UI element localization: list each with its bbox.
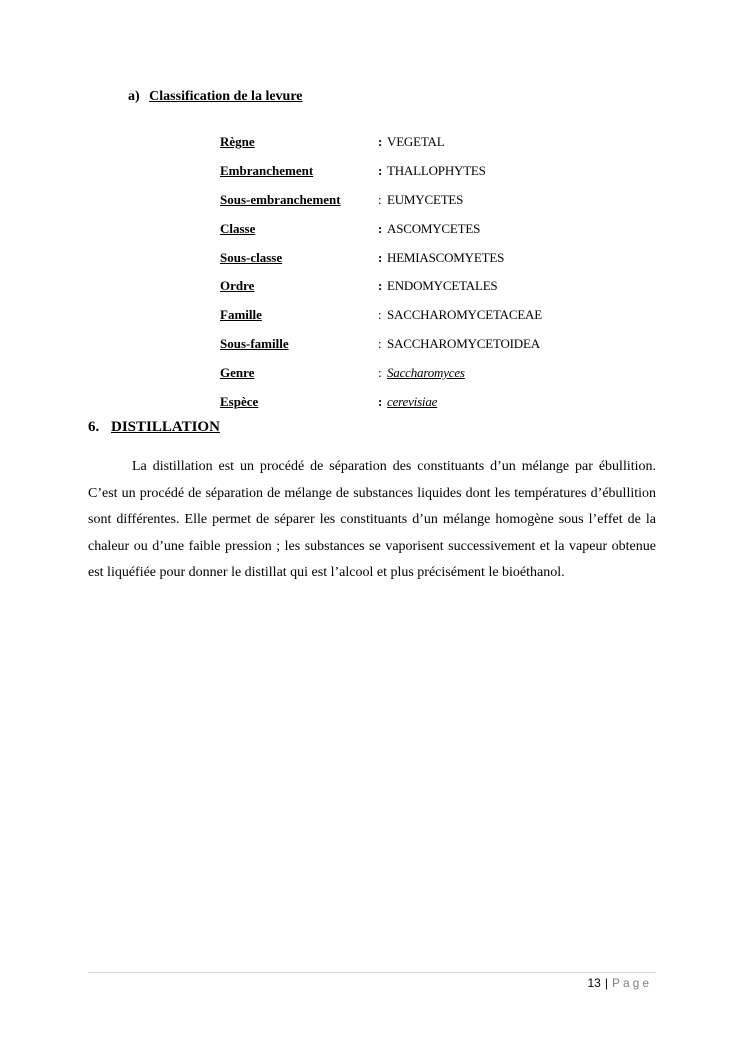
rank-label: Classe (220, 220, 256, 236)
classification-row (220, 214, 542, 243)
classification-row (220, 330, 542, 359)
footer-separator: | (604, 976, 608, 990)
classification-row (220, 387, 542, 416)
footer-divider (88, 972, 656, 973)
rank-colon: : (378, 393, 383, 409)
rank-label: Espèce (220, 393, 259, 409)
rank-value: Saccharomyces (387, 364, 465, 380)
rank-colon: : (378, 191, 382, 207)
classification-row (220, 157, 542, 186)
classification-row (220, 272, 542, 301)
section-number: 6. (88, 419, 100, 435)
rank-colon: : (378, 278, 383, 294)
rank-value: cerevisiae (387, 393, 438, 409)
classification-table (220, 128, 542, 416)
rank-colon: : (378, 134, 383, 150)
rank-colon: : (378, 364, 382, 380)
section-title: DISTILLATION (111, 419, 220, 435)
classification-row (220, 301, 542, 330)
classification-row (220, 358, 542, 387)
rank-value: ENDOMYCETALES (387, 278, 498, 294)
rank-label: Sous-embranchement (220, 191, 341, 207)
rank-value: SACCHAROMYCETOIDEA (387, 335, 540, 351)
subsection-title: Classification de la levure (149, 89, 303, 104)
rank-colon: : (378, 335, 382, 351)
rank-label: Règne (220, 134, 255, 150)
rank-value: ASCOMYCETES (387, 220, 481, 236)
rank-label: Sous-classe (220, 249, 283, 265)
rank-value: SACCHAROMYCETACEAE (387, 307, 542, 323)
subsection-heading (128, 89, 303, 105)
page-number: 13 (587, 976, 601, 990)
rank-value: THALLOPHYTES (387, 163, 486, 179)
rank-value: VEGETAL (387, 134, 445, 150)
section-heading (88, 419, 220, 436)
rank-colon: : (378, 163, 383, 179)
classification-row (220, 128, 542, 157)
rank-colon: : (378, 249, 383, 265)
rank-colon: : (378, 220, 383, 236)
subsection-label: a) (128, 89, 140, 104)
classification-row (220, 186, 542, 215)
classification-row (220, 243, 542, 272)
rank-value: HEMIASCOMYETES (387, 249, 505, 265)
rank-colon: : (378, 307, 382, 323)
rank-label: Famille (220, 307, 262, 323)
rank-label: Genre (220, 364, 255, 380)
body-paragraph: La distillation est un procédé de séparation des constituants d’un mélange par ébullition. C’est un procédé de séparation de mélange de substances liquides dont les températures d’ébullition sont différentes. Elle permet de séparer les constituants d’un mélange homogène sous l’effet de la chaleur ou d’une faible pression ; les substances se vaporisent successivement et la vapeur obtenue est liquéfiée pour donner le distillat qui est l’alcool et plus précisément le bioéthanol. (88, 459, 656, 581)
rank-label: Ordre (220, 278, 255, 294)
page-label: Page (611, 976, 652, 990)
rank-label: Embranchement (220, 163, 314, 179)
page-footer (587, 976, 652, 990)
rank-label: Sous-famille (220, 335, 289, 351)
rank-value: EUMYCETES (387, 191, 464, 207)
